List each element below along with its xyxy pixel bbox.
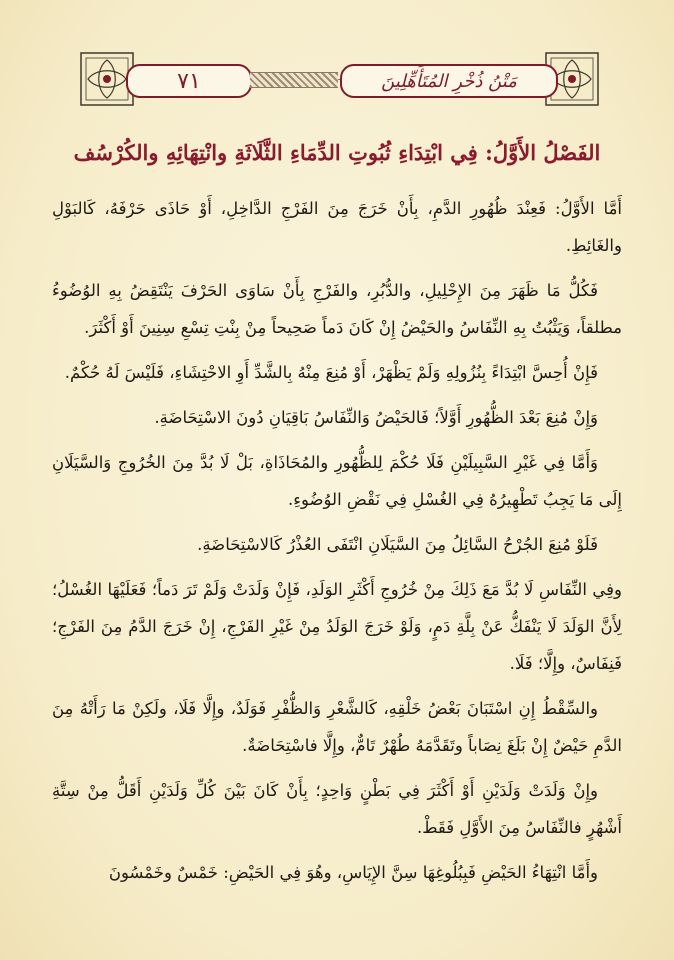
body-text (52, 190, 622, 899)
paragraph: وإِنْ وَلَدَتْ وَلَدَيْنِ أَوْ أَكْثَرَ فِي بَطْنٍ وَاحِدٍ؛ بِأَنْ كَانَ بَيْنَ كُلِّ وَلَدَيْنِ أَقَلُّ مِنْ سِتَّةِ أَشْهُرٍ فالنِّفَاسُ مِنَ الأَوَّلِ فَقَطْ. (52, 781, 622, 837)
page-number: ٧١ (126, 64, 252, 98)
decorative-strip (250, 72, 338, 88)
paragraph: فَإِنْ أُحِسَّ ابْتِدَاءً بِنُزُولِهِ وَلَمْ يَظْهَرْ، أَوْ مُنِعَ مِنْهُ بِالشَّدِّ أَوِ الاحْتِشَاءِ، فَلَيْسَ لَهُ حُكْمٌ. (64, 363, 598, 382)
paragraph: فَكُلُّ مَا ظَهَرَ مِنَ الإِحْلِيلِ، والدُّبُرِ، والفَرْجِ بِأَنْ سَاوَى الحَرْفَ يَنْتَقِضُ بِهِ الوُضُوءُ مطلقاً، وَيَثْبُتُ بِهِ النِّفَاسُ والحَيْضُ إِنْ كَانَ دَماً صَحِيحاً مِنْ بِنْتِ تِسْعِ سِنِينَ أَوْ أَكْثَرَ. (52, 281, 622, 337)
paragraph: أَمَّا الأَوَّلُ: فَعِنْدَ ظُهُورِ الدَّمِ، بِأَنْ خَرَجَ مِنَ الفَرْجِ الدَّاخِلِ، أَوْ حَاذَى حَرْفَهُ، كَالبَوْلِ والغَائِطِ. (52, 199, 622, 255)
paragraph: والسِّقْطُ إِنِ اسْتَبَانَ بَعْضُ خَلْقِهِ، كَالشَّعْرِ وَالظُّفْرِ فَوَلَدٌ، وإِلَّا فَلَا، ولَكِنْ مَا رَأَتْهُ مِنَ الدَّمِ حَيْضٌ إِنْ بَلَغَ نِصَاباً وتَقَدَّمَهُ طُهْرٌ تَامٌّ، وإِلَّا فاسْتِحَاضَةٌ. (52, 699, 622, 755)
paragraph: وَإِنْ مُنِعَ بَعْدَ الظُّهُورِ أَوَّلاً؛ فَالحَيْضُ وَالنِّفَاسُ بَاقِيَانِ دُونَ الاسْتِحَاضَةِ. (154, 408, 598, 427)
paragraph: وفِي النِّفَاسِ لَا بُدَّ مَعَ ذَلِكَ مِنْ خُرُوجِ أَكْثَرِ الوَلَدِ، فَإِنْ وَلَدَتْ وَلَمْ تَرَ دَماً؛ فَعَلَيْهَا الغُسْلُ؛ لِأَنَّ الوَلَدَ لَا يَنْفَكُّ عَنْ بِلَّةِ دَمٍ، وَلَوْ خَرَجَ الوَلَدُ مِنْ غَيْرِ الفَرْجِ، إِنْ خَرَجَ الدَّمُ مِنَ الفَرْجِ؛ فَنِفَاسٌ، وإِلَّا؛ فَلَا. (52, 580, 622, 673)
book-title: مَتْنُ ذُخْرِ المُتَأَهِّلِينَ (340, 64, 558, 98)
paragraph: وأَمَّا انْتِهَاءُ الحَيْضِ فَبِبُلُوغِهَا سِنَّ الإِيَاسِ، وهُوَ فِي الحَيْضِ: خَمْسٌ وخَمْسُونَ (108, 863, 598, 882)
paragraph: فَلَوْ مُنِعَ الجُرْحُ السَّائِلُ مِنَ السَّيَلَانِ انْتَفَى العُذْرُ كَالاسْتِحَاضَةِ. (197, 535, 598, 554)
page-header (78, 50, 601, 108)
chapter-heading: الفَصْلُ الأَوَّلُ: فِي ابْتِدَاءِ ثُبُوتِ الدِّمَاءِ الثَّلَاثَةِ وانْتِهَائِهِ والكُرْسُف (73, 140, 601, 165)
paragraph: وَأَمَّا فِي غَيْرِ السَّبِيلَيْنِ فَلَا حُكْمَ لِلظُّهُورِ والمُحَاذَاةِ، بَلْ لَا بُدَّ مِنَ الخُرُوجِ وَالسَّيَلَانِ إِلَى مَا يَجِبُ تَطْهِيرُهُ فِي الغُسْلِ فِي نَقْضِ الوُضُوءِ. (52, 453, 622, 509)
